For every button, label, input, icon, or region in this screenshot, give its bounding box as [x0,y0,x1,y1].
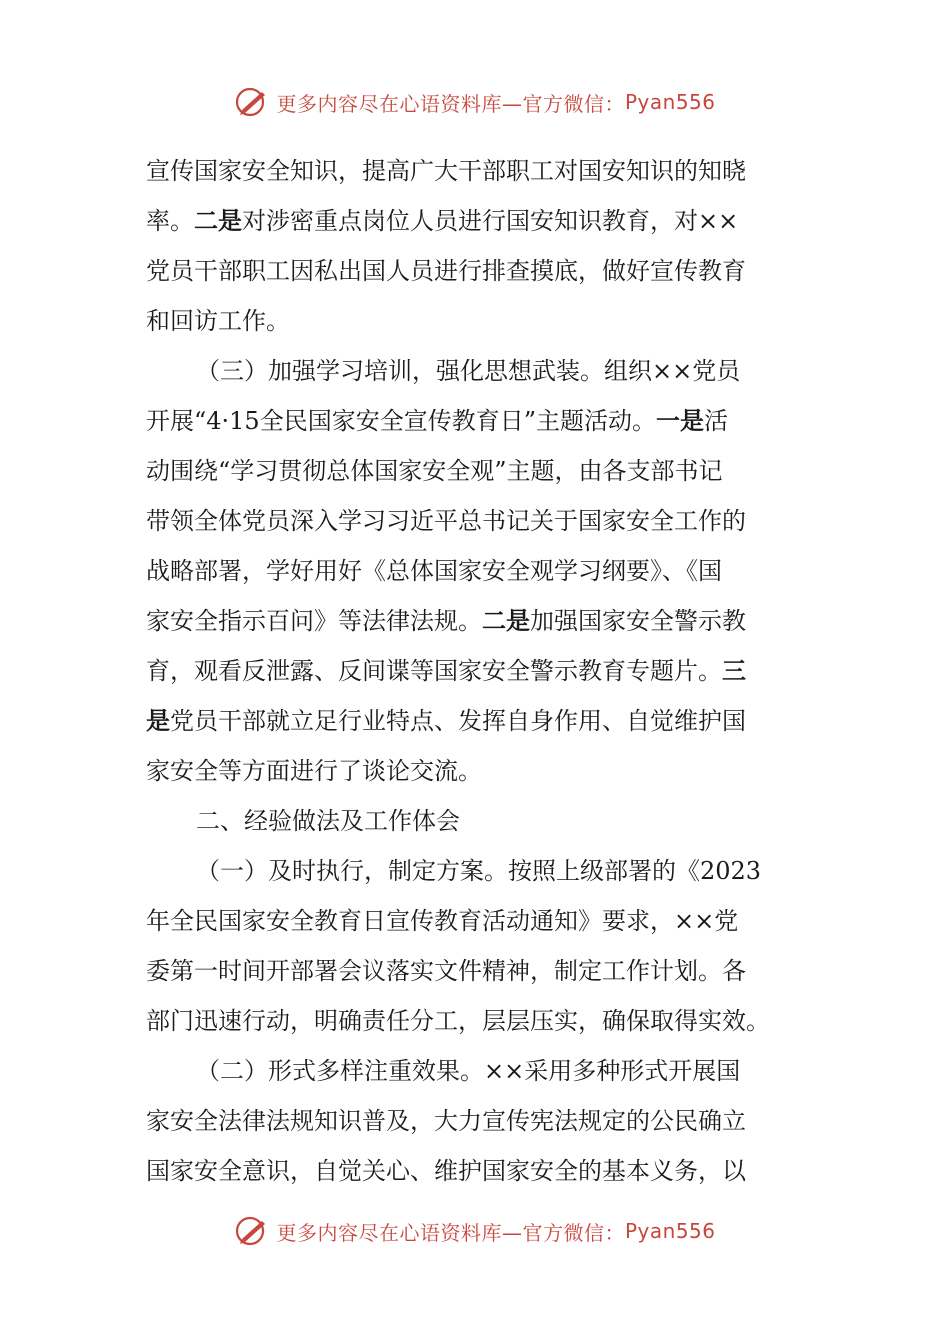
banner-text: 更多内容尽在心语资料库—官方微信： [276,1220,625,1245]
bold-text-run: 二是 [482,606,530,635]
text-line [146,246,806,296]
text-line [146,1046,806,1096]
text-run: 率。 [146,207,194,235]
text-run: 动围绕“学习贯彻总体国家安全观”主题，由各支部书记 [146,457,723,485]
text-run: 和回访工作。 [146,307,290,335]
text-run: （二）形式多样注重效果。××采用多种形式开展国 [196,1057,741,1085]
text-run: 战略部署，学好用好《总体国家安全观学习纲要》、《国 [146,557,722,585]
text-line [146,346,806,396]
text-run: 育，观看反泄露、反间谍等国家安全警示教育专题片。 [146,657,722,685]
text-line [146,296,806,346]
text-run: 委第一时间开部署会议落实文件精神，制定工作计划。各 [146,957,746,985]
text-run: 对涉密重点岗位人员进行国安知识教育，对×× [242,207,739,235]
text-line [146,696,806,746]
text-line [146,496,806,546]
text-run: 活 [703,407,728,435]
pen-logo-icon [234,84,270,120]
text-run: 家安全法律法规知识普及，大力宣传宪法规定的公民确立 [146,1107,746,1135]
text-run: 党员干部就立足行业特点、发挥自身作用、自觉维护国 [170,707,746,735]
text-line [146,846,806,896]
text-run: 宣传国家安全知识，提高广大干部职工对国安知识的知晓 [146,157,746,185]
text-line [146,646,806,696]
text-line [146,196,806,246]
text-run: 国家安全意识，自觉关心、维护国家安全的基本义务，以 [146,1157,746,1185]
pen-logo-icon [234,1213,270,1249]
text-line [146,896,806,946]
text-line [146,796,806,846]
text-line [146,1146,806,1196]
bold-text-run: 三 [722,656,746,685]
text-line [146,1096,806,1146]
text-run: 家安全等方面进行了谈论交流。 [146,757,482,785]
text-line [146,146,806,196]
text-line [146,546,806,596]
text-run: 带领全体党员深入学习习近平总书记关于国家安全工作的 [146,507,746,535]
text-line [146,396,806,446]
text-run: 家安全指示百问》等法律法规。 [146,607,482,635]
watermark-banner-top [0,82,950,122]
banner-wechat-id: Pyan556 [624,1219,716,1243]
text-run: 党员干部职工因私出国人员进行排查摸底，做好宣传教育 [146,257,746,285]
text-line [146,596,806,646]
text-run: 二、经验做法及工作体会 [196,807,460,835]
banner-wechat-id: Pyan556 [624,90,716,114]
text-run: 部门迅速行动，明确责任分工，层层压实，确保取得实效。 [146,1007,770,1035]
text-run: （三）加强学习培训，强化思想武装。组织××党员 [196,357,741,385]
bold-text-run: 二是 [194,206,242,235]
bold-text-run: 是 [146,706,170,735]
text-line [146,996,806,1046]
text-run: 加强国家安全警示教 [530,607,746,635]
text-line [146,946,806,996]
bold-text-run: 一是 [655,406,704,435]
text-run: 开展“4·15全民国家安全宣传教育日”主题活动。 [146,407,656,435]
text-run: （一）及时执行，制定方案。按照上级部署的《2023 [196,857,762,885]
banner-text: 更多内容尽在心语资料库—官方微信： [276,91,625,116]
text-line [146,446,806,496]
text-line [146,746,806,796]
watermark-banner-bottom [0,1211,950,1251]
document-body [146,146,806,1196]
text-run: 年全民国家安全教育日宣传教育活动通知》要求，××党 [146,907,739,935]
